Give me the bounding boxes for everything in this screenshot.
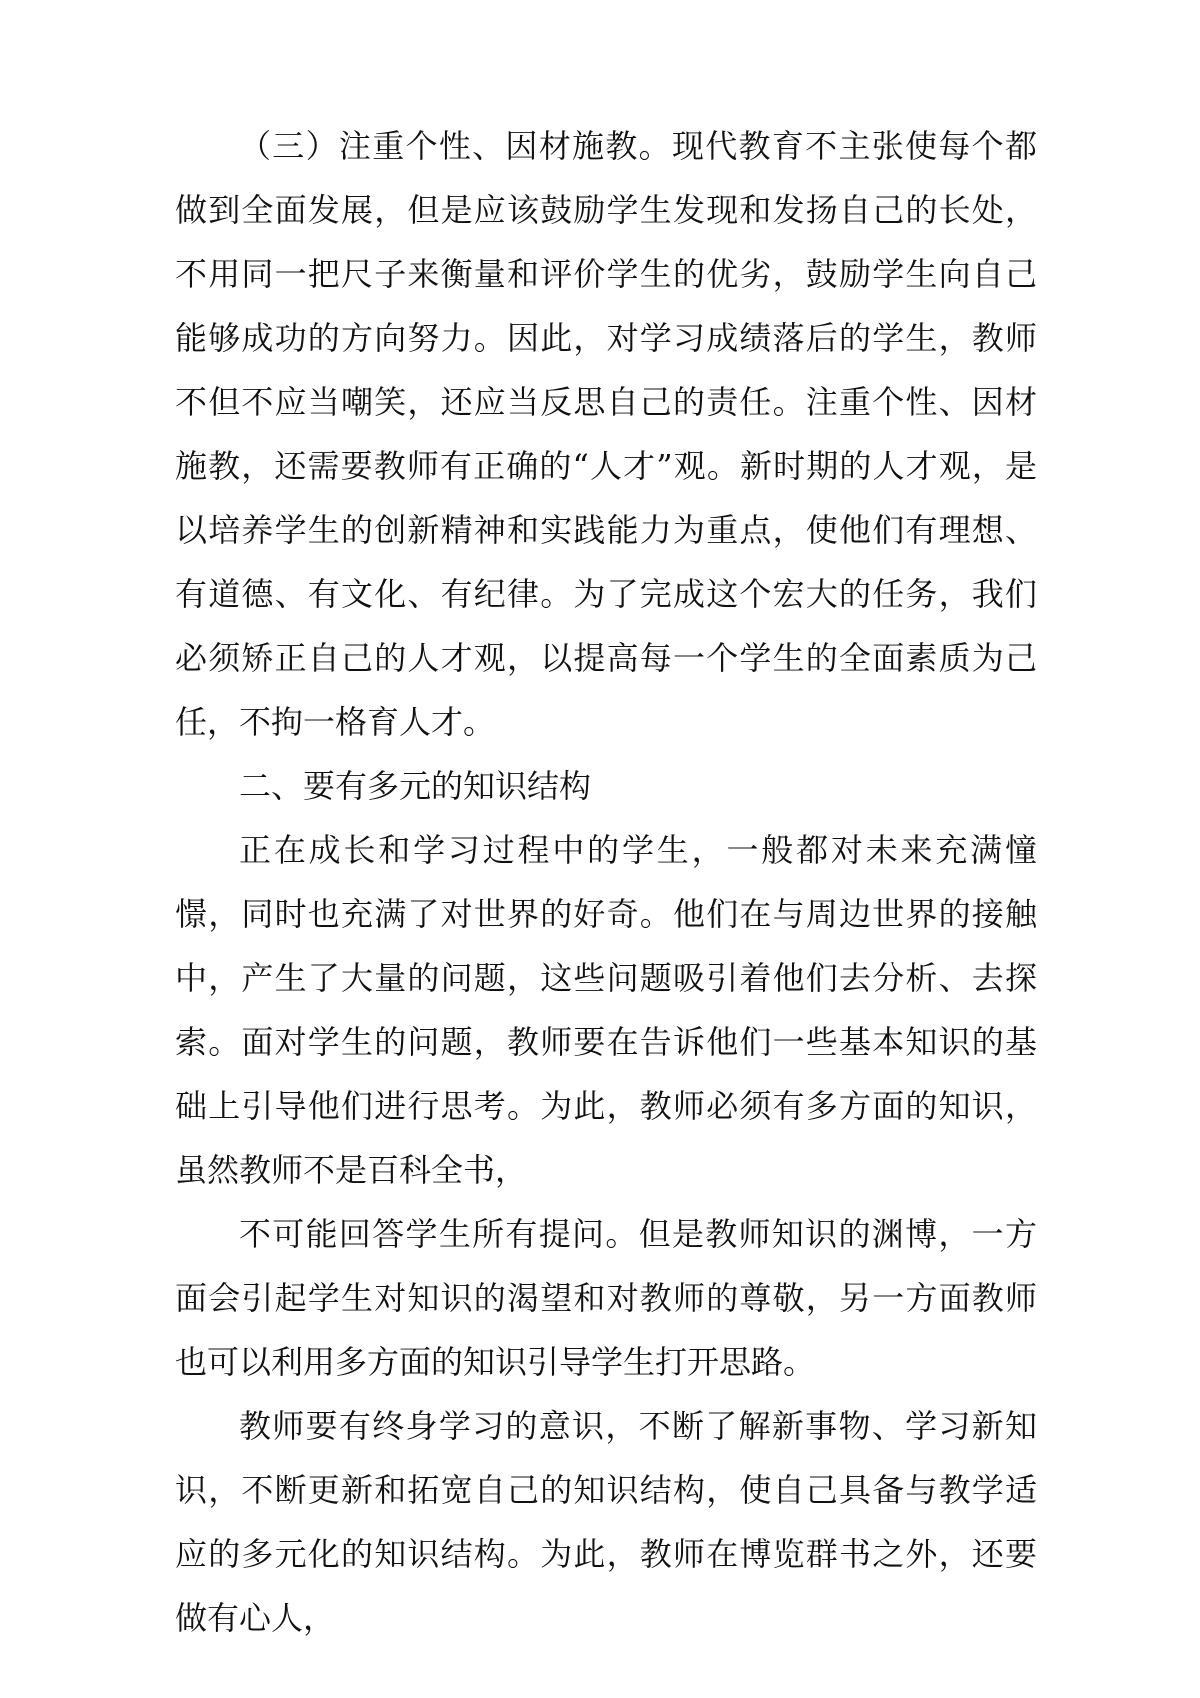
paragraph-lifelong-learning: 教师要有终身学习的意识，不断了解新事物、学习新知识，不断更新和拓宽自己的知识结构，使自己具备与教学适应的多元化的知识结构。为此，教师在博览群书之外，还要做有心人， [175, 1407, 1037, 1637]
document-body [175, 114, 1037, 1650]
paragraph-teacher-knowledge: 不可能回答学生所有提问。但是教师知识的渊博，一方面会引起学生对知识的渴望和对教师的尊敬，另一方面教师也可以利用多方面的知识引导学生打开思路。 [175, 1215, 1037, 1381]
paragraph-student-curiosity: 正在成长和学习过程中的学生，一般都对未来充满憧憬，同时也充满了对世界的好奇。他们在与周边世界的接触中，产生了大量的问题，这些问题吸引着他们去分析、去探索。面对学生的问题，教师要在告诉他们一些基本知识的基础上引导他们进行思考。为此，教师必须有多方面的知识，虽然教师不是百科全书， [175, 831, 1037, 1189]
section-heading-knowledge-structure: 二、要有多元的知识结构 [239, 767, 592, 805]
paragraph-individuality: （三）注重个性、因材施教。现代教育不主张使每个都做到全面发展，但是应该鼓励学生发现和发扬自己的长处，不用同一把尺子来衡量和评价学生的优劣，鼓励学生向自己能够成功的方向努力。因此，对学习成绩落后的学生，教师不但不应当嘲笑，还应当反思自己的责任。注重个性、因材施教，还需要教师有正确的“人才”观。新时期的人才观，是以培养学生的创新精神和实践能力为重点，使他们有理想、有道德、有文化、有纪律。为了完成这个宏大的任务，我们必须矫正自己的人才观，以提高每一个学生的全面素质为己任，不拘一格育人才。 [175, 127, 1037, 741]
